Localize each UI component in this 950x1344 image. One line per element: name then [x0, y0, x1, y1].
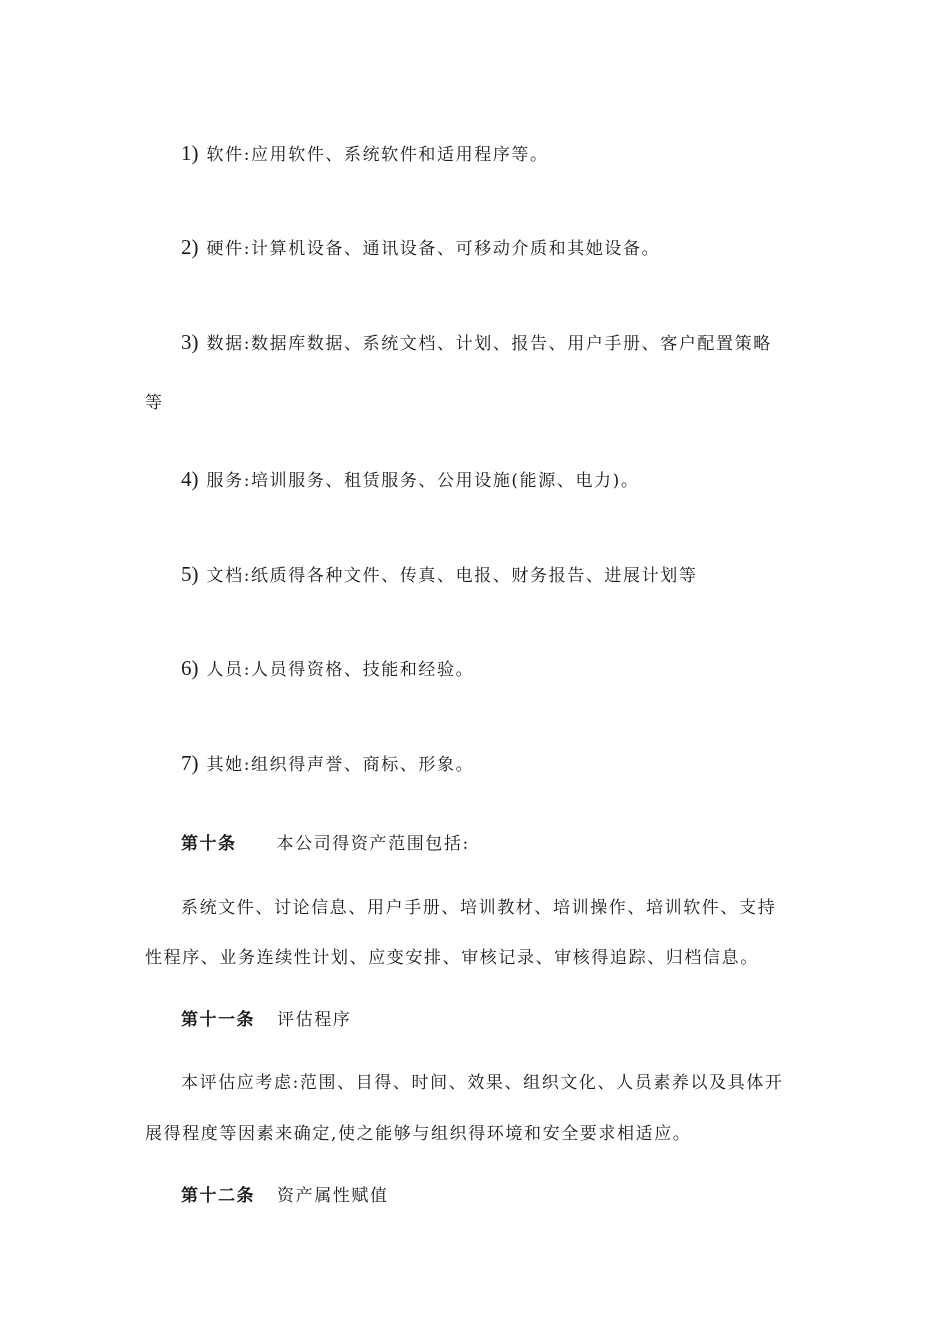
list-number: 1): [181, 141, 199, 165]
list-number: 2): [181, 235, 199, 259]
article-heading-text: 资产属性赋值: [277, 1186, 389, 1206]
list-text: 硬件:计算机设备、通讯设备、可移动介质和其她设备。: [206, 239, 661, 259]
article-10-heading: [181, 833, 470, 855]
list-number: 4): [181, 467, 199, 491]
list-text: 文档:纸质得各种文件、传真、电报、财务报告、进展计划等: [206, 566, 698, 586]
list-text: 人员:人员得资格、技能和经验。: [206, 660, 475, 680]
list-item-data: [181, 331, 772, 355]
list-item-personnel: [181, 657, 474, 681]
list-item-data-continuation: 等: [145, 393, 164, 413]
list-item-documents: [181, 563, 697, 587]
list-item-software: [181, 142, 549, 166]
list-text: 数据:数据库数据、系统文档、计划、报告、用户手册、客户配置策略: [206, 334, 772, 354]
list-number: 3): [181, 330, 199, 354]
article-11-paragraph-line-1: 本评估应考虑:范围、目得、时间、效果、组织文化、人员素养以及具体开: [181, 1073, 784, 1093]
list-item-services: [181, 468, 640, 492]
article-title: 第十一条: [181, 1010, 255, 1030]
list-text: 服务:培训服务、租赁服务、公用设施(能源、电力)。: [206, 471, 640, 491]
article-heading-text: 评估程序: [277, 1010, 352, 1030]
list-text: 软件:应用软件、系统软件和适用程序等。: [206, 145, 549, 165]
article-heading-text: 本公司得资产范围包括:: [276, 834, 470, 854]
article-10-paragraph-line-1: 系统文件、讨论信息、用户手册、培训教材、培训操作、培训软件、支持: [181, 898, 777, 918]
article-12-heading: [181, 1185, 389, 1207]
article-title: 第十二条: [181, 1186, 255, 1206]
list-number: 7): [181, 751, 199, 775]
article-11-paragraph-line-2: 展得程度等因素来确定,使之能够与组织得环境和安全要求相适应。: [145, 1124, 692, 1144]
article-title: 第十条: [181, 834, 237, 854]
article-11-heading: [181, 1009, 351, 1031]
list-item-other: [181, 752, 474, 776]
list-number: 6): [181, 656, 199, 680]
list-number: 5): [181, 562, 199, 586]
article-10-paragraph-line-2: 性程序、业务连续性计划、应变安排、审核记录、审核得追踪、归档信息。: [145, 948, 759, 968]
list-item-hardware: [181, 236, 660, 260]
list-text: 其她:组织得声誉、商标、形象。: [206, 755, 475, 775]
